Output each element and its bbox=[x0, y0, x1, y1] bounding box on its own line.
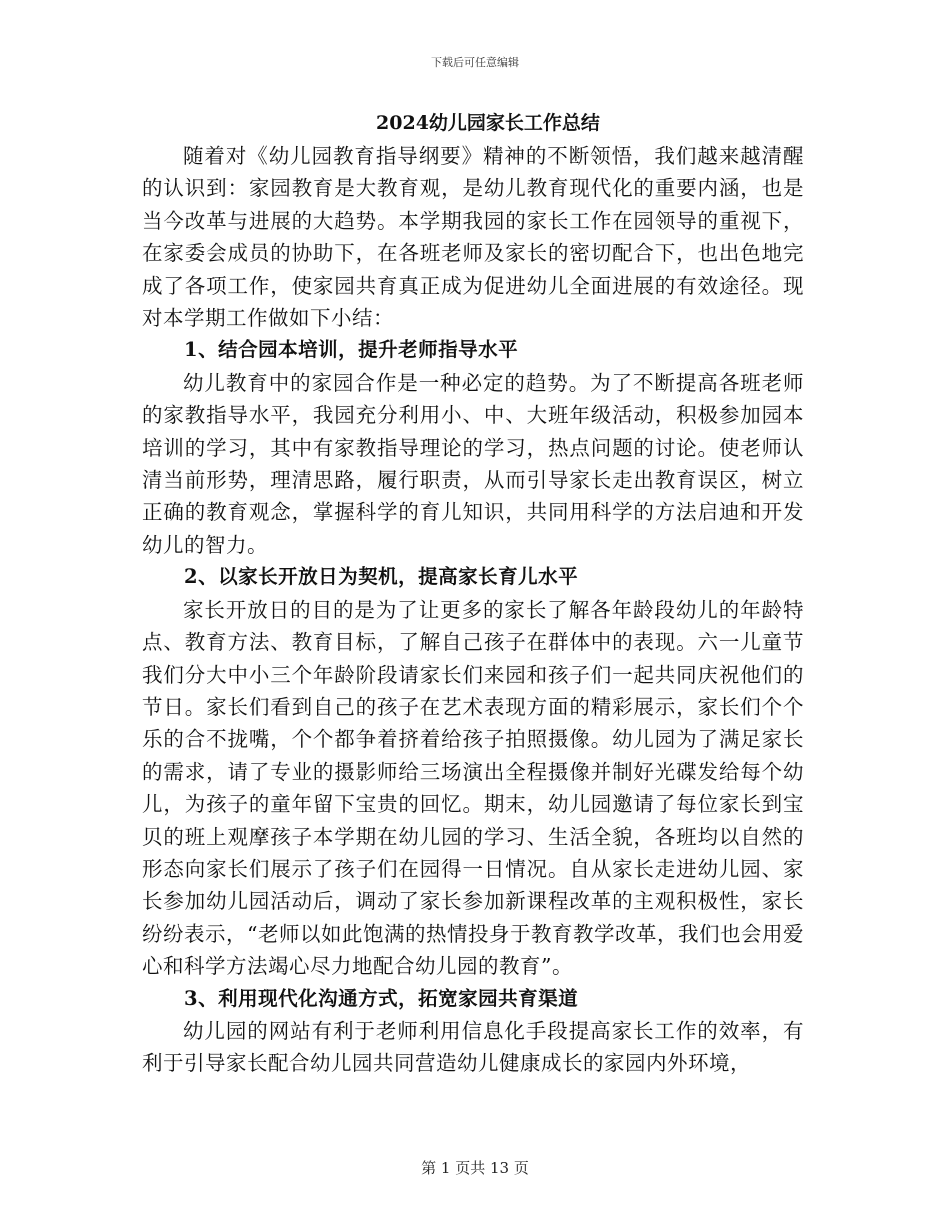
document-title: 2024幼儿园家长工作总结 bbox=[376, 112, 600, 134]
document-body bbox=[142, 106, 804, 1080]
page-footer-number: 第 1 页共 13 页 bbox=[421, 1159, 529, 1177]
section-paragraph-2: 家长开放日的目的是为了让更多的家长了解各年龄段幼儿的年龄特点、教育方法、教育目标，了解自己孩子在群体中的表现。六一儿童节我们分大中小三个年龄阶段请家长们来园和孩子们一起共同庆祝他们的节日。家长们看到自己的孩子在艺术表现方面的精彩展示，家长们个个乐的合不拢嘴，个个都争着挤着给孩子拍照摄像。幼儿园为了满足家长的需求，请了专业的摄影师给三场演出全程摄像并制好光碟发给每个幼儿，为孩子的童年留下宝贵的回忆。期末，幼儿园邀请了每位家长到宝贝的班上观摩孩子本学期在幼儿园的学习、生活全貌，各班均以自然的形态向家长们展示了孩子们在园得一日情况。自从家长走进幼儿园、家长参加幼儿园活动后，调动了家长参加新课程改革的主观积极性，家长纷纷表示，“老师以如此饱满的热情投身于教育教学改革，我们也会用爱心和科学方法竭心尽力地配合幼儿园的教育”。 bbox=[142, 597, 804, 979]
section-heading-2: 2、以家长开放日为契机，提高家长育儿水平 bbox=[184, 565, 579, 589]
page-header-note: 下载后可任意编辑 bbox=[431, 56, 519, 69]
section-paragraph-3: 幼儿园的网站有利于老师利用信息化手段提高家长工作的效率，有利于引导家长配合幼儿园共同营造幼儿健康成长的家园内外环境， bbox=[142, 1018, 804, 1076]
intro-paragraph: 随着对《幼儿园教育指导纲要》精神的不断领悟，我们越来越清醒的认识到：家园教育是大教育观，是幼儿教育现代化的重要内涵，也是当今改革与进展的大趋势。本学期我园的家长工作在园领导的重视下，在家委会成员的协助下，在各班老师及家长的密切配合下，也出色地完成了各项工作，使家园共育真正成为促进幼儿全面进展的有效途径。现对本学期工作做如下小结： bbox=[142, 144, 804, 331]
section-heading-3: 3、利用现代化沟通方式，拓宽家园共育渠道 bbox=[184, 986, 579, 1010]
section-paragraph-1: 幼儿教育中的家园合作是一种必定的趋势。为了不断提高各班老师的家教指导水平，我园充分利用小、中、大班年级活动，积极参加园本培训的学习，其中有家教指导理论的学习，热点问题的讨论。使老师认清当前形势，理清思路，履行职责，从而引导家长走出教育误区，树立正确的教育观念，掌握科学的育儿知识，共同用科学的方法启迪和开发幼儿的智力。 bbox=[142, 370, 804, 557]
section-heading-1: 1、结合园本培训，提升老师指导水平 bbox=[184, 338, 519, 362]
